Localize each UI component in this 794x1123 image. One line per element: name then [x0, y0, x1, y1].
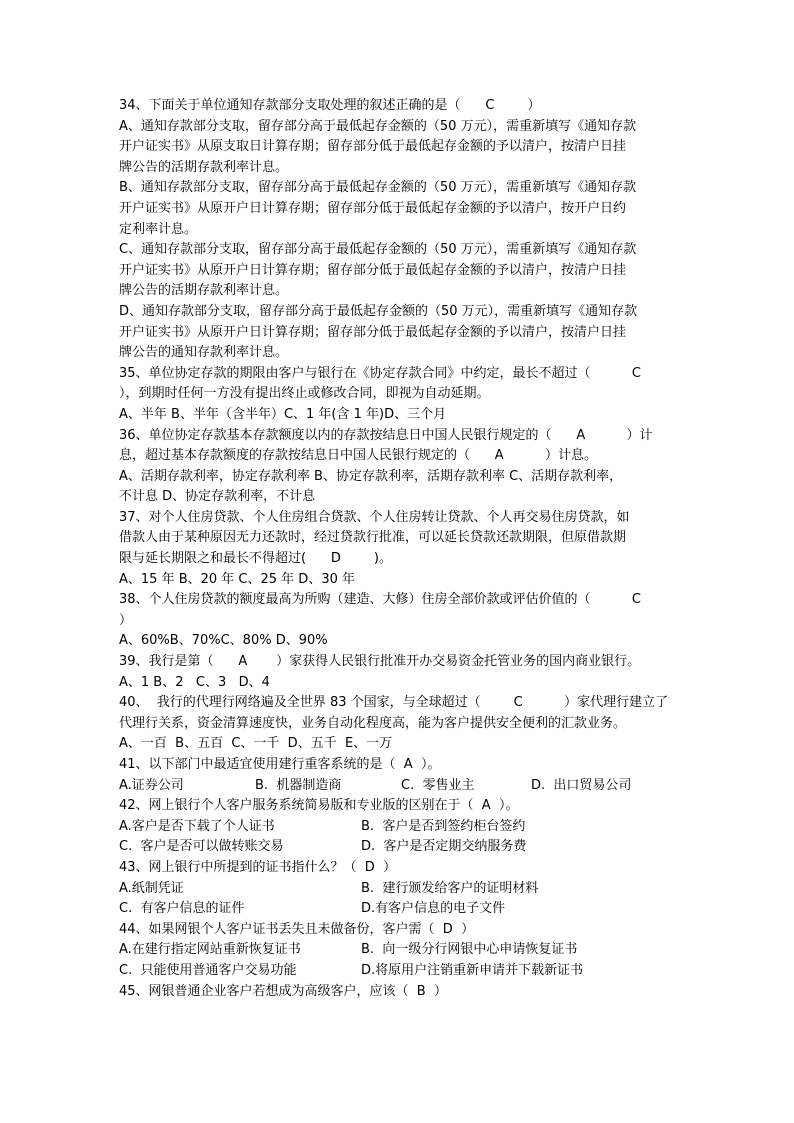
q43-options-row2	[119, 899, 679, 920]
text-line: 牌公告的通知存款利率计息。	[119, 345, 289, 361]
q44-options-row2	[119, 961, 679, 982]
q44-options-row1	[119, 940, 679, 961]
option-b: B. 向一级分行网银中心申请恢复证书	[361, 942, 578, 958]
text-line: 开户证实书》从原开户日计算存期；留存部分低于最低起存金额的予以清户，按开户日约	[119, 200, 627, 216]
option-c: C. 只能使用普通客户交易功能	[119, 962, 297, 978]
option-b: B. 客户是否到签约柜台签约	[361, 818, 526, 834]
text-line: A、通知存款部分支取，留存部分高于最低起存金额的（50 万元），需重新填写《通知存款	[119, 118, 637, 134]
option-a: A.客户是否下载了个人证书	[119, 818, 275, 834]
option-d: D.将原用户注销重新申请并下载新证书	[361, 962, 584, 978]
text-line: 40、 我行的代理行网络遍及全世界 83 个国家，与全球超过（ C ）家代理行建立了	[119, 695, 669, 711]
option-a: A.证券公司	[119, 777, 184, 793]
text-line: ）	[119, 612, 133, 628]
text-line: 35、单位协定存款的期限由客户与银行在《协定存款合同》中约定，最长不超过（ C	[119, 365, 641, 381]
text-line: 牌公告的活期存款利率计息。	[119, 283, 289, 299]
q42-options-row2	[119, 837, 679, 858]
text-line: 41、以下部门中最适宜使用建行重客系统的是（ A ）。	[119, 757, 441, 772]
text-line: A、15 年 B、20 年 C、25 年 D、30 年	[119, 571, 355, 587]
text-line: 38、个人住房贷款的额度最高为所购（建造、大修）住房全部价款或评估价值的（ C	[119, 592, 641, 608]
text-line: 牌公告的活期存款利率计息。	[119, 159, 289, 175]
text-line: A、半年 B、半年（含半年）C、1 年(含 1 年)D、三个月	[119, 406, 447, 422]
text-line: D、通知存款部分支取，留存部分高于最低起存金额的（50 万元），需重新填写《通知存款	[119, 303, 638, 319]
text-line: 息，超过基本存款额度的存款按结息日中国人民银行规定的（ A ）计息。	[119, 448, 598, 464]
text-line: 开户证实书》从原支取日计算存期；留存部分低于最低起存金额的予以清户，按清户日挂	[119, 139, 627, 155]
question-45: 45、网银普通企业客户若想成为高级客户，应该（ B ）	[119, 983, 447, 999]
option-d: D. 客户是否定期交纳服务费	[361, 839, 527, 855]
text-line: 39、我行是第（ A ）家获得人民银行批准开办交易资金托管业务的国内商业银行。	[119, 654, 641, 670]
option-b: B. 机器制造商	[255, 777, 342, 793]
text-line: 限与延长期限之和最长不得超过( D )。	[119, 551, 393, 567]
text-line: 定利率计息。	[119, 221, 198, 237]
text-line: 37、对个人住房贷款、个人住房组合贷款、个人住房转让贷款、个人再交易住房贷款，如	[119, 509, 630, 525]
text-line: 不计息 D、协定存款利率，不计息	[119, 489, 316, 505]
option-b: B. 建行颁发给客户的证明材料	[361, 880, 539, 896]
text-line: 代理行关系，资金清算速度快，业务自动化程度高，能为客户提供安全便利的汇款业务。	[119, 715, 627, 731]
q43-options-row1	[119, 879, 679, 900]
text-line: 36、单位协定存款基本存款额度以内的存款按结息日中国人民银行规定的（ A ）计	[119, 427, 653, 443]
text-line: ），到期时任何一方没有提出终止或修改合同，即视为自动延期。	[119, 386, 490, 402]
option-c: C. 有客户信息的证件	[119, 901, 245, 917]
option-a: A.纸制凭证	[119, 880, 184, 896]
document-page	[119, 96, 679, 1002]
question-42: 42、网上银行个人客户服务系统简易版和专业版的区别在于（ A ）。	[119, 798, 519, 814]
question-44: 44、如果网银个人客户证书丢失且未做备份，客户需（ D ）	[119, 921, 475, 937]
option-a: A.在建行指定网站重新恢复证书	[119, 942, 301, 958]
text-line: A、活期存款利率，协定存款利率 B、协定存款利率，活期存款利率 C、活期存款利率，	[119, 468, 623, 484]
question-43: 43、网上银行中所提到的证书指什么？（ D ）	[119, 859, 397, 875]
text-line: B、通知存款部分支取，留存部分高于最低起存金额的（50 万元），需重新填写《通知存款	[119, 180, 637, 196]
text-line: 开户证实书》从原开户日计算存期；留存部分低于最低起存金额的予以清户，按清户日挂	[119, 262, 627, 278]
option-d: D. 出口贸易公司	[531, 777, 632, 793]
text-line: A、一百 B、五百 C、一千 D、五千 E、一万	[119, 736, 393, 752]
text-line: 借款人由于某种原因无力还款时，经过贷款行批准，可以延长贷款还款期限，但原借款期	[119, 530, 627, 546]
text-line: 开户证实书》从原开户日计算存期；留存部分低于最低起存金额的予以清户，按清户日挂	[119, 324, 627, 340]
text-line: A、60%B、70%C、80% D、90%	[119, 633, 328, 649]
q42-options-row1	[119, 817, 679, 838]
text-line: C、通知存款部分支取，留存部分高于最低起存金额的（50 万元），需重新填写《通知存款	[119, 242, 637, 258]
option-c: C. 零售业主	[401, 777, 475, 793]
q41-options	[119, 776, 679, 797]
option-c: C. 客户是否可以做转账交易	[119, 839, 284, 855]
text-line: 34、下面关于单位通知存款部分支取处理的叙述正确的是（ C ）	[119, 98, 541, 113]
text-line: A、1 B、2 C、3 D、4	[119, 674, 270, 690]
option-d: D.有客户信息的电子文件	[361, 901, 506, 917]
